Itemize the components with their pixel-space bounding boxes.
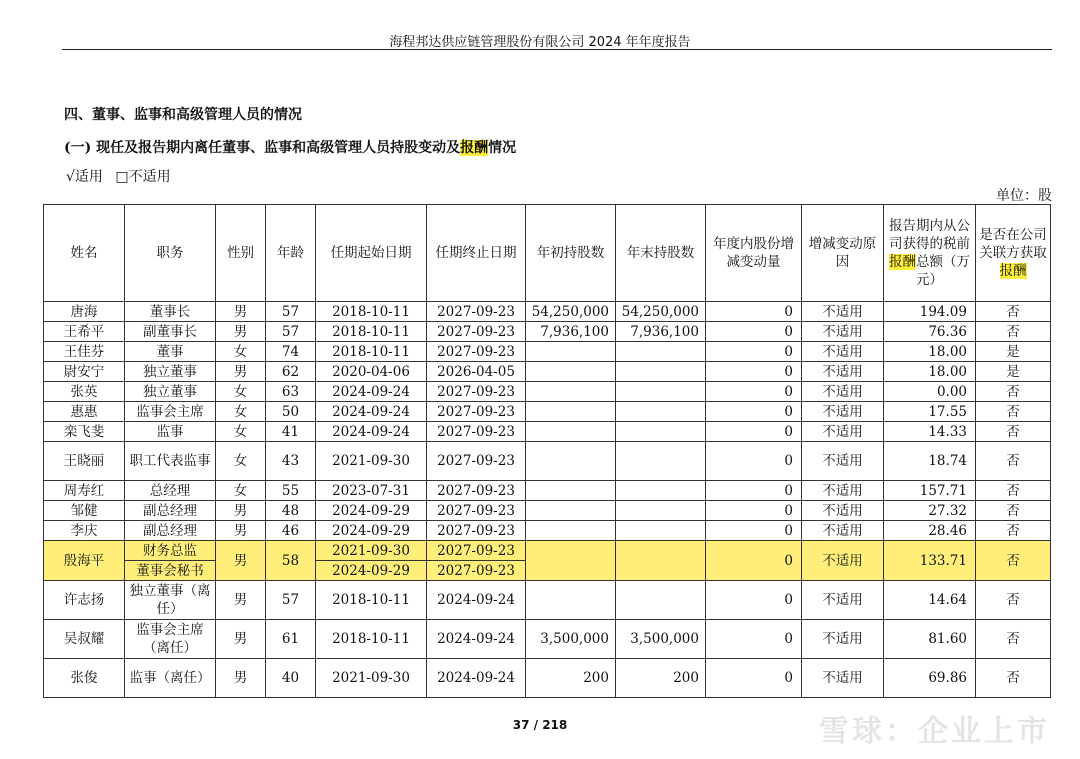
cell-position: 监事会主席 — [125, 402, 216, 422]
cell-change-reason: 不适用 — [802, 362, 884, 382]
cell-begin-shares — [526, 442, 616, 481]
table-row — [44, 541, 1051, 561]
cell-begin-shares: 200 — [526, 659, 616, 698]
cell-gender: 男 — [216, 659, 266, 698]
cell-position: 监事 — [125, 422, 216, 442]
cell-age: 50 — [266, 402, 316, 422]
cell-end-shares — [616, 521, 706, 541]
cell-age: 57 — [266, 581, 316, 620]
cell-begin-shares — [526, 501, 616, 521]
cell-begin-shares — [526, 581, 616, 620]
col-share-change: 年度内股份增减变动量 — [706, 205, 802, 302]
cell-gender: 男 — [216, 501, 266, 521]
col-position: 职务 — [125, 205, 216, 302]
cell-end-date: 2027-09-23 — [427, 342, 526, 362]
cell-share-change: 0 — [706, 362, 802, 382]
cell-begin-shares — [526, 362, 616, 382]
cell-name: 惠惠 — [44, 402, 125, 422]
table-row — [44, 382, 1051, 402]
cell-change-reason: 不适用 — [802, 302, 884, 322]
cell-change-reason: 不适用 — [802, 541, 884, 581]
cell-change-reason: 不适用 — [802, 342, 884, 362]
cell-end-date: 2027-09-23 — [427, 402, 526, 422]
page-number: 37 / 218 — [512, 718, 568, 732]
col-change-reason: 增减变动原因 — [802, 205, 884, 302]
cell-end-shares — [616, 342, 706, 362]
table-row — [44, 422, 1051, 442]
cell-share-change: 0 — [706, 402, 802, 422]
cell-change-reason: 不适用 — [802, 620, 884, 659]
table-row — [44, 362, 1051, 382]
cell-gender: 男 — [216, 620, 266, 659]
cell-name: 周寿红 — [44, 481, 125, 501]
col-start-date: 任期起始日期 — [316, 205, 427, 302]
cell-share-change: 0 — [706, 501, 802, 521]
cell-share-change: 0 — [706, 659, 802, 698]
col-pretax-pay — [884, 205, 976, 302]
cell-gender: 男 — [216, 521, 266, 541]
cell-pretax-pay: 133.71 — [884, 541, 976, 581]
cell-related-party-pay: 否 — [976, 620, 1051, 659]
cell-age: 58 — [266, 541, 316, 581]
cell-position: 独立董事 — [125, 382, 216, 402]
watermark: 雪球：企业上市 — [819, 714, 1050, 749]
cell-age: 41 — [266, 422, 316, 442]
cell-position: 职工代表监事 — [125, 442, 216, 481]
report-header: 海程邦达供应链管理股份有限公司 2024 年年度报告 — [389, 35, 691, 50]
cell-related-party-pay: 否 — [976, 442, 1051, 481]
cell-end-shares: 7,936,100 — [616, 322, 706, 342]
cell-change-reason: 不适用 — [802, 481, 884, 501]
cell-name: 张英 — [44, 382, 125, 402]
cell-end-date: 2026-04-05 — [427, 362, 526, 382]
cell-share-change: 0 — [706, 342, 802, 362]
cell-age: 46 — [266, 521, 316, 541]
cell-age: 40 — [266, 659, 316, 698]
cell-share-change: 0 — [706, 322, 802, 342]
cell-age: 55 — [266, 481, 316, 501]
cell-start-date: 2024-09-24 — [316, 382, 427, 402]
col-begin-shares: 年初持股数 — [526, 205, 616, 302]
cell-end-shares — [616, 541, 706, 581]
option-applicable: √适用 — [66, 169, 103, 185]
option-not-applicable: □不适用 — [115, 169, 171, 185]
cell-related-party-pay: 否 — [976, 422, 1051, 442]
table-row — [44, 442, 1051, 481]
cell-pretax-pay: 14.64 — [884, 581, 976, 620]
cell-change-reason: 不适用 — [802, 322, 884, 342]
section-title: 四、董事、监事和高级管理人员的情况 — [64, 107, 302, 123]
cell-name: 李庆 — [44, 521, 125, 541]
table-row — [44, 581, 1051, 620]
applicability-options — [66, 166, 179, 186]
cell-end-date: 2027-09-23 — [427, 541, 526, 561]
cell-name: 张俊 — [44, 659, 125, 698]
subsection-title-prefix: (一) 现任及报告期内离任董事、监事和高级管理人员持股变动及 — [64, 140, 461, 156]
cell-start-date: 2021-09-30 — [316, 442, 427, 481]
cell-start-date: 2021-09-30 — [316, 659, 427, 698]
cell-name: 殷海平 — [44, 541, 125, 581]
cell-end-shares — [616, 501, 706, 521]
cell-position: 监事（离任） — [125, 659, 216, 698]
cell-gender: 女 — [216, 382, 266, 402]
cell-start-date: 2020-04-06 — [316, 362, 427, 382]
cell-gender: 女 — [216, 481, 266, 501]
cell-begin-shares — [526, 422, 616, 442]
cell-end-shares — [616, 442, 706, 481]
cell-share-change: 0 — [706, 422, 802, 442]
cell-begin-shares: 3,500,000 — [526, 620, 616, 659]
cell-change-reason: 不适用 — [802, 442, 884, 481]
cell-change-reason: 不适用 — [802, 402, 884, 422]
cell-end-shares: 54,250,000 — [616, 302, 706, 322]
cell-related-party-pay: 否 — [976, 541, 1051, 581]
cell-related-party-pay: 否 — [976, 581, 1051, 620]
cell-pretax-pay: 28.46 — [884, 521, 976, 541]
cell-share-change: 0 — [706, 302, 802, 322]
cell-pretax-pay: 194.09 — [884, 302, 976, 322]
cell-start-date: 2018-10-11 — [316, 342, 427, 362]
cell-share-change: 0 — [706, 581, 802, 620]
cell-start-date: 2018-10-11 — [316, 620, 427, 659]
cell-related-party-pay: 否 — [976, 402, 1051, 422]
cell-end-shares — [616, 422, 706, 442]
col-end-shares: 年末持股数 — [616, 205, 706, 302]
cell-start-date: 2024-09-24 — [316, 402, 427, 422]
table-body — [44, 302, 1051, 698]
subsection-title — [64, 137, 516, 157]
cell-end-date: 2027-09-23 — [427, 521, 526, 541]
cell-pretax-pay: 14.33 — [884, 422, 976, 442]
cell-share-change: 0 — [706, 481, 802, 501]
cell-gender: 男 — [216, 541, 266, 581]
pay-label-highlight: 报酬 — [889, 254, 916, 270]
cell-end-date: 2024-09-24 — [427, 581, 526, 620]
cell-related-party-pay: 是 — [976, 342, 1051, 362]
cell-related-party-pay: 否 — [976, 501, 1051, 521]
cell-position: 董事会秘书 — [125, 561, 216, 581]
col-end-date: 任期终止日期 — [427, 205, 526, 302]
cell-age: 48 — [266, 501, 316, 521]
cell-gender: 女 — [216, 402, 266, 422]
cell-name: 王佳芬 — [44, 342, 125, 362]
cell-age: 57 — [266, 302, 316, 322]
cell-name: 唐海 — [44, 302, 125, 322]
cell-share-change: 0 — [706, 442, 802, 481]
col-gender: 性别 — [216, 205, 266, 302]
table-row — [44, 659, 1051, 698]
cell-pretax-pay: 157.71 — [884, 481, 976, 501]
table-row — [44, 322, 1051, 342]
cell-change-reason: 不适用 — [802, 382, 884, 402]
cell-end-date: 2024-09-24 — [427, 659, 526, 698]
cell-end-date: 2027-09-23 — [427, 501, 526, 521]
cell-share-change: 0 — [706, 620, 802, 659]
cell-start-date: 2024-09-29 — [316, 561, 427, 581]
cell-start-date: 2018-10-11 — [316, 581, 427, 620]
cell-change-reason: 不适用 — [802, 521, 884, 541]
cell-position: 监事会主席（离任） — [125, 620, 216, 659]
cell-start-date: 2023-07-31 — [316, 481, 427, 501]
cell-end-date: 2027-09-23 — [427, 382, 526, 402]
col-age: 年龄 — [266, 205, 316, 302]
cell-end-shares: 3,500,000 — [616, 620, 706, 659]
cell-gender: 女 — [216, 442, 266, 481]
cell-position: 董事长 — [125, 302, 216, 322]
cell-start-date: 2024-09-29 — [316, 521, 427, 541]
cell-begin-shares: 7,936,100 — [526, 322, 616, 342]
cell-change-reason: 不适用 — [802, 659, 884, 698]
cell-share-change: 0 — [706, 541, 802, 581]
cell-gender: 女 — [216, 342, 266, 362]
cell-begin-shares — [526, 481, 616, 501]
cell-end-shares: 200 — [616, 659, 706, 698]
cell-related-party-pay: 是 — [976, 362, 1051, 382]
cell-end-shares — [616, 481, 706, 501]
cell-age: 74 — [266, 342, 316, 362]
cell-name: 王晓丽 — [44, 442, 125, 481]
subsection-title-highlight: 报酬 — [460, 140, 489, 156]
cell-begin-shares — [526, 342, 616, 362]
cell-end-shares — [616, 382, 706, 402]
cell-gender: 男 — [216, 302, 266, 322]
cell-pretax-pay: 18.74 — [884, 442, 976, 481]
cell-begin-shares — [526, 402, 616, 422]
cell-begin-shares — [526, 521, 616, 541]
cell-age: 62 — [266, 362, 316, 382]
cell-pretax-pay: 18.00 — [884, 342, 976, 362]
cell-start-date: 2018-10-11 — [316, 302, 427, 322]
cell-pretax-pay: 18.00 — [884, 362, 976, 382]
cell-age: 63 — [266, 382, 316, 402]
cell-gender: 男 — [216, 322, 266, 342]
cell-end-date: 2027-09-23 — [427, 481, 526, 501]
table-header-row — [44, 205, 1051, 302]
cell-share-change: 0 — [706, 521, 802, 541]
cell-position: 独立董事 — [125, 362, 216, 382]
cell-age: 61 — [266, 620, 316, 659]
cell-end-shares — [616, 581, 706, 620]
cell-begin-shares: 54,250,000 — [526, 302, 616, 322]
cell-related-party-pay: 否 — [976, 322, 1051, 342]
cell-position: 总经理 — [125, 481, 216, 501]
table-row — [44, 501, 1051, 521]
cell-pretax-pay: 76.36 — [884, 322, 976, 342]
executive-compensation-table — [43, 204, 1051, 698]
cell-end-shares — [616, 402, 706, 422]
cell-position: 财务总监 — [125, 541, 216, 561]
cell-end-date: 2027-09-23 — [427, 422, 526, 442]
cell-begin-shares — [526, 541, 616, 581]
cell-name: 吴叔耀 — [44, 620, 125, 659]
cell-end-date: 2024-09-24 — [427, 620, 526, 659]
table-row — [44, 521, 1051, 541]
cell-related-party-pay: 否 — [976, 659, 1051, 698]
cell-name: 尉安宁 — [44, 362, 125, 382]
cell-gender: 男 — [216, 581, 266, 620]
related-label-a: 是否在公司关联方获取 — [979, 227, 1047, 261]
cell-position: 副总经理 — [125, 521, 216, 541]
cell-start-date: 2021-09-30 — [316, 541, 427, 561]
cell-related-party-pay: 否 — [976, 382, 1051, 402]
col-name: 姓名 — [44, 205, 125, 302]
header-divider — [62, 49, 1052, 50]
cell-position: 董事 — [125, 342, 216, 362]
cell-position: 副总经理 — [125, 501, 216, 521]
table-row — [44, 402, 1051, 422]
cell-pretax-pay: 27.32 — [884, 501, 976, 521]
cell-end-date: 2027-09-23 — [427, 442, 526, 481]
cell-name: 许志扬 — [44, 581, 125, 620]
cell-change-reason: 不适用 — [802, 501, 884, 521]
cell-gender: 女 — [216, 422, 266, 442]
cell-name: 栾飞斐 — [44, 422, 125, 442]
cell-end-date: 2027-09-23 — [427, 302, 526, 322]
cell-pretax-pay: 0.00 — [884, 382, 976, 402]
cell-related-party-pay: 否 — [976, 521, 1051, 541]
subsection-title-suffix: 情况 — [488, 140, 517, 156]
cell-related-party-pay: 否 — [976, 302, 1051, 322]
cell-age: 57 — [266, 322, 316, 342]
cell-name: 邹健 — [44, 501, 125, 521]
pay-label-a: 报告期内从公司获得的税前 — [889, 218, 970, 252]
pay-label-b: 总额（万元） — [916, 254, 970, 288]
cell-position: 副董事长 — [125, 322, 216, 342]
table-row — [44, 342, 1051, 362]
cell-change-reason: 不适用 — [802, 422, 884, 442]
table-row — [44, 481, 1051, 501]
col-related-party-pay — [976, 205, 1051, 302]
cell-position: 独立董事（离任） — [125, 581, 216, 620]
cell-end-shares — [616, 362, 706, 382]
cell-gender: 男 — [216, 362, 266, 382]
cell-pretax-pay: 17.55 — [884, 402, 976, 422]
cell-begin-shares — [526, 382, 616, 402]
cell-pretax-pay: 69.86 — [884, 659, 976, 698]
cell-change-reason: 不适用 — [802, 581, 884, 620]
cell-start-date: 2018-10-11 — [316, 322, 427, 342]
cell-end-date: 2027-09-23 — [427, 322, 526, 342]
cell-related-party-pay: 否 — [976, 481, 1051, 501]
table-row — [44, 302, 1051, 322]
unit-label: 单位：股 — [996, 188, 1052, 204]
cell-name: 王希平 — [44, 322, 125, 342]
related-label-highlight: 报酬 — [999, 263, 1027, 279]
cell-pretax-pay: 81.60 — [884, 620, 976, 659]
cell-start-date: 2024-09-24 — [316, 422, 427, 442]
cell-end-date: 2027-09-23 — [427, 561, 526, 581]
cell-age: 43 — [266, 442, 316, 481]
cell-share-change: 0 — [706, 382, 802, 402]
table-row — [44, 620, 1051, 659]
cell-start-date: 2024-09-29 — [316, 501, 427, 521]
